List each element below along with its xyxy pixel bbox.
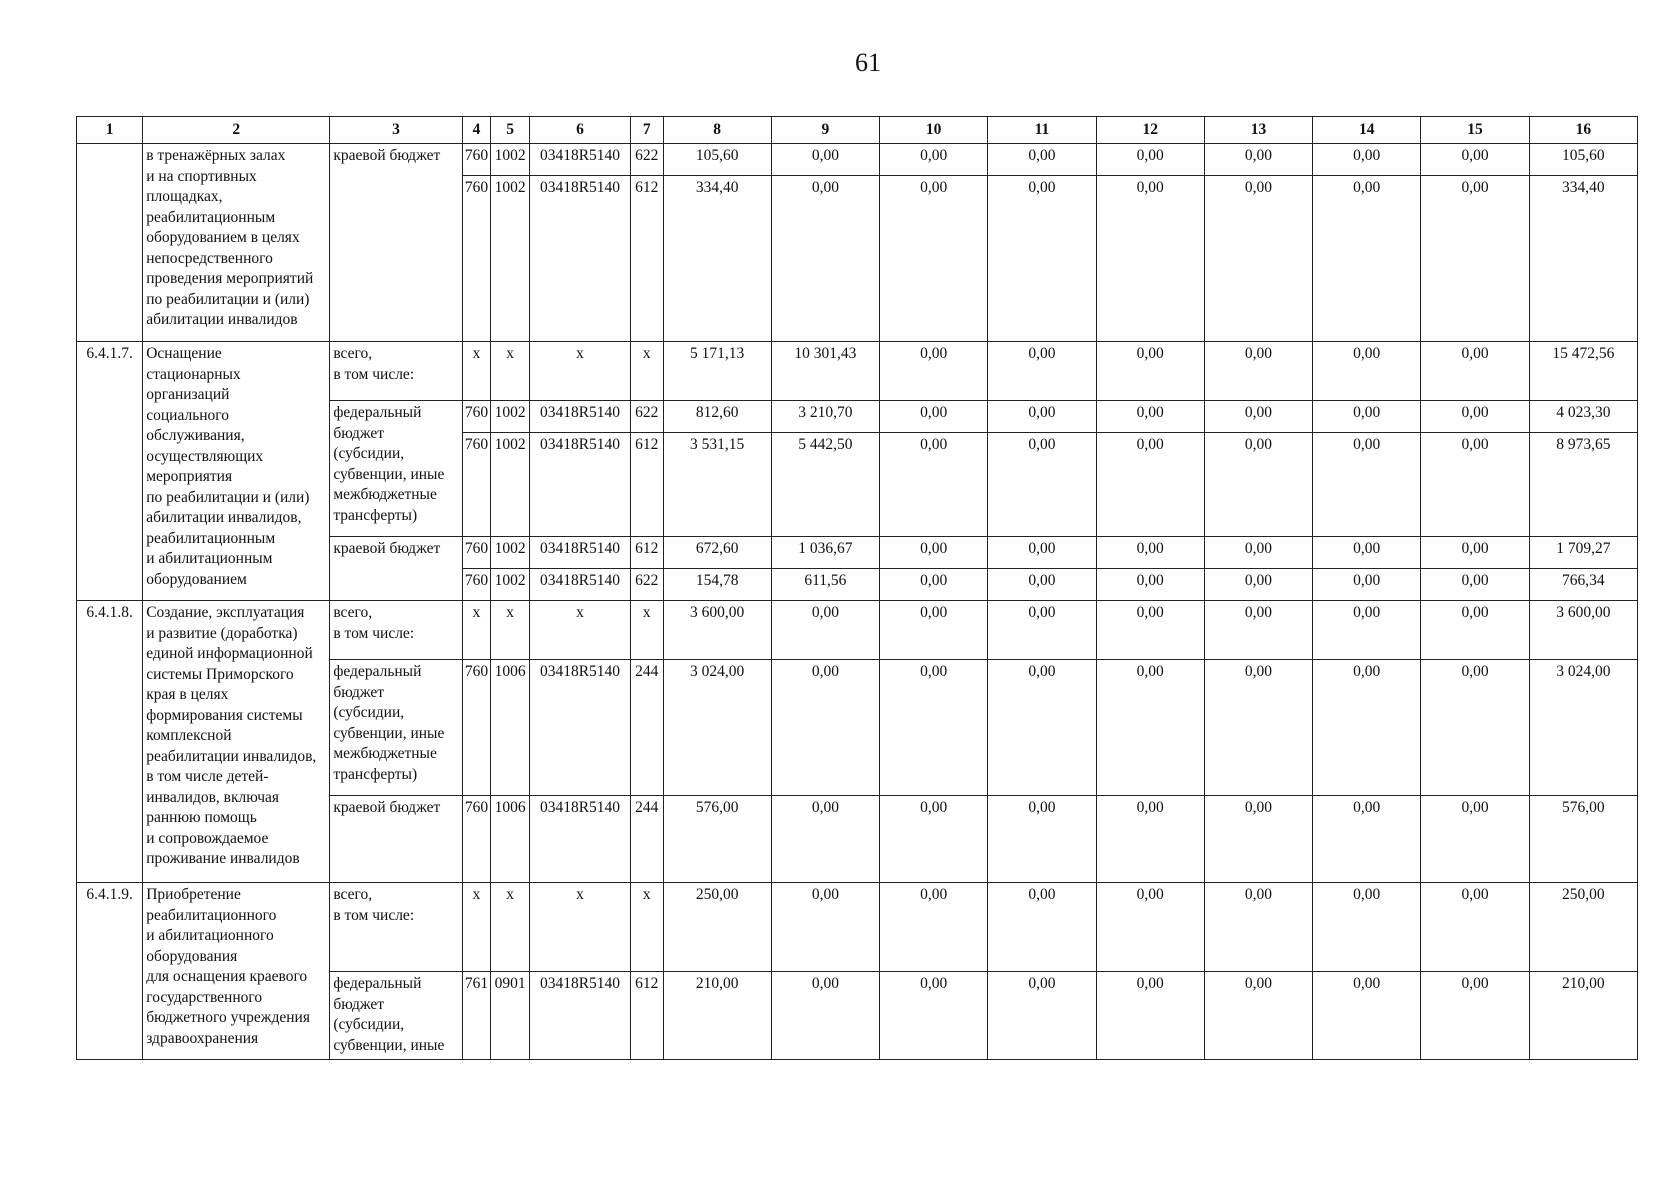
cell-col-4: 761 [462,972,490,1060]
column-header-11: 11 [988,117,1096,144]
item-name: Приобретение реабилитационного и абилитационного оборудования для оснащения краевого государственного бюджетного учреждения здравоохранения [143,883,330,1060]
cell-col-4: 760 [462,144,490,176]
cell-col-5: 1002 [491,401,530,433]
cell-col-6: 03418R5140 [530,537,631,569]
column-header-12: 12 [1096,117,1204,144]
cell-col-15: 0,00 [1421,601,1529,660]
cell-col-12: 0,00 [1096,660,1204,796]
cell-col-13: 0,00 [1204,972,1312,1060]
cell-col-7: 244 [630,796,663,883]
cell-col-16: 334,40 [1529,176,1637,342]
cell-col-5: 1002 [491,176,530,342]
cell-col-14: 0,00 [1313,144,1421,176]
cell-col-11: 0,00 [988,601,1096,660]
cell-col-9: 1 036,67 [771,537,879,569]
cell-col-9: 0,00 [771,601,879,660]
column-header-6: 6 [530,117,631,144]
column-header-10: 10 [880,117,988,144]
cell-col-13: 0,00 [1204,342,1312,401]
cell-col-12: 0,00 [1096,569,1204,601]
cell-col-9: 5 442,50 [771,433,879,537]
cell-col-16: 1 709,27 [1529,537,1637,569]
column-header-15: 15 [1421,117,1529,144]
cell-col-10: 0,00 [880,433,988,537]
cell-col-12: 0,00 [1096,401,1204,433]
item-name: Оснащение стационарных организаций социального обслуживания, осуществляющих мероприятия по реабилитации и (или) абилитации инвалидов, реабилитационным и абилитационным оборудованием [143,342,330,601]
cell-col-8: 3 600,00 [663,601,771,660]
cell-col-10: 0,00 [880,176,988,342]
cell-col-15: 0,00 [1421,796,1529,883]
table-row [77,342,1638,401]
item-number: 6.4.1.8. [77,601,143,883]
cell-col-16: 3 024,00 [1529,660,1637,796]
cell-col-14: 0,00 [1313,601,1421,660]
cell-col-12: 0,00 [1096,144,1204,176]
cell-col-11: 0,00 [988,176,1096,342]
funding-source: всего, в том числе: [330,601,462,660]
cell-col-13: 0,00 [1204,537,1312,569]
cell-col-9: 0,00 [771,660,879,796]
cell-col-13: 0,00 [1204,433,1312,537]
cell-col-6: x [530,342,631,401]
cell-col-11: 0,00 [988,144,1096,176]
item-name: в тренажёрных залах и на спортивных площадках, реабилитационным оборудованием в целях непосредственного проведения мероприятий по реабилитации и (или) абилитации инвалидов [143,144,330,342]
cell-col-8: 250,00 [663,883,771,972]
cell-col-8: 105,60 [663,144,771,176]
cell-col-6: 03418R5140 [530,144,631,176]
header-row [77,117,1638,144]
column-header-8: 8 [663,117,771,144]
cell-col-5: x [491,883,530,972]
cell-col-13: 0,00 [1204,569,1312,601]
cell-col-10: 0,00 [880,342,988,401]
cell-col-9: 0,00 [771,883,879,972]
cell-col-5: 0901 [491,972,530,1060]
cell-col-11: 0,00 [988,401,1096,433]
cell-col-7: 612 [630,433,663,537]
cell-col-12: 0,00 [1096,601,1204,660]
cell-col-4: 760 [462,537,490,569]
cell-col-9: 3 210,70 [771,401,879,433]
cell-col-16: 105,60 [1529,144,1637,176]
item-number: 6.4.1.7. [77,342,143,601]
cell-col-4: 760 [462,176,490,342]
cell-col-6: 03418R5140 [530,176,631,342]
funding-source: всего, в том числе: [330,342,462,401]
cell-col-10: 0,00 [880,144,988,176]
cell-col-14: 0,00 [1313,660,1421,796]
funding-source: федеральный бюджет (субсидии, субвенции, иные межбюджетные трансферты) [330,660,462,796]
cell-col-6: 03418R5140 [530,796,631,883]
cell-col-4: 760 [462,401,490,433]
cell-col-4: 760 [462,569,490,601]
cell-col-7: 622 [630,569,663,601]
column-header-5: 5 [491,117,530,144]
cell-col-16: 210,00 [1529,972,1637,1060]
cell-col-12: 0,00 [1096,537,1204,569]
funding-source: федеральный бюджет (субсидии, субвенции, иные межбюджетные трансферты) [330,401,462,537]
cell-col-9: 611,56 [771,569,879,601]
cell-col-14: 0,00 [1313,537,1421,569]
page-number: 61 [855,48,881,77]
cell-col-8: 3 531,15 [663,433,771,537]
cell-col-13: 0,00 [1204,176,1312,342]
cell-col-13: 0,00 [1204,660,1312,796]
table-body [77,144,1638,1060]
cell-col-5: 1002 [491,537,530,569]
cell-col-16: 4 023,30 [1529,401,1637,433]
cell-col-11: 0,00 [988,972,1096,1060]
cell-col-10: 0,00 [880,883,988,972]
cell-col-5: x [491,342,530,401]
cell-col-14: 0,00 [1313,176,1421,342]
cell-col-12: 0,00 [1096,972,1204,1060]
cell-col-5: 1002 [491,433,530,537]
cell-col-11: 0,00 [988,433,1096,537]
cell-col-7: 622 [630,144,663,176]
table-row [77,883,1638,972]
cell-col-10: 0,00 [880,660,988,796]
cell-col-14: 0,00 [1313,433,1421,537]
cell-col-6: 03418R5140 [530,401,631,433]
cell-col-9: 10 301,43 [771,342,879,401]
column-header-1: 1 [77,117,143,144]
column-header-9: 9 [771,117,879,144]
cell-col-14: 0,00 [1313,883,1421,972]
cell-col-10: 0,00 [880,796,988,883]
cell-col-4: 760 [462,433,490,537]
cell-col-7: x [630,601,663,660]
cell-col-13: 0,00 [1204,601,1312,660]
cell-col-14: 0,00 [1313,796,1421,883]
cell-col-8: 576,00 [663,796,771,883]
cell-col-15: 0,00 [1421,883,1529,972]
cell-col-16: 250,00 [1529,883,1637,972]
funding-source: краевой бюджет [330,537,462,601]
item-name: Создание, эксплуатация и развитие (доработка) единой информационной системы Приморского края в целях формирования системы комплексной реабилитации инвалидов, в том числе детей- инвалидов, включая раннюю помощь и сопровождаемое проживание инвалидов [143,601,330,883]
cell-col-5: x [491,601,530,660]
cell-col-12: 0,00 [1096,342,1204,401]
column-header-2: 2 [143,117,330,144]
column-header-4: 4 [462,117,490,144]
cell-col-8: 3 024,00 [663,660,771,796]
column-header-7: 7 [630,117,663,144]
cell-col-11: 0,00 [988,796,1096,883]
cell-col-9: 0,00 [771,144,879,176]
cell-col-13: 0,00 [1204,401,1312,433]
cell-col-16: 8 973,65 [1529,433,1637,537]
cell-col-10: 0,00 [880,401,988,433]
cell-col-7: x [630,342,663,401]
cell-col-7: 612 [630,972,663,1060]
cell-col-16: 576,00 [1529,796,1637,883]
cell-col-8: 334,40 [663,176,771,342]
cell-col-15: 0,00 [1421,537,1529,569]
cell-col-11: 0,00 [988,660,1096,796]
cell-col-7: 612 [630,537,663,569]
cell-col-8: 812,60 [663,401,771,433]
cell-col-9: 0,00 [771,176,879,342]
funding-source: краевой бюджет [330,796,462,883]
cell-col-12: 0,00 [1096,433,1204,537]
cell-col-6: 03418R5140 [530,569,631,601]
cell-col-15: 0,00 [1421,401,1529,433]
cell-col-7: x [630,883,663,972]
cell-col-11: 0,00 [988,569,1096,601]
funding-source: федеральный бюджет (субсидии, субвенции, иные [330,972,462,1060]
cell-col-15: 0,00 [1421,176,1529,342]
cell-col-10: 0,00 [880,537,988,569]
cell-col-11: 0,00 [988,883,1096,972]
cell-col-7: 622 [630,401,663,433]
cell-col-15: 0,00 [1421,342,1529,401]
cell-col-16: 3 600,00 [1529,601,1637,660]
cell-col-12: 0,00 [1096,176,1204,342]
cell-col-12: 0,00 [1096,883,1204,972]
funding-source: краевой бюджет [330,144,462,342]
cell-col-7: 244 [630,660,663,796]
cell-col-6: 03418R5140 [530,660,631,796]
cell-col-10: 0,00 [880,601,988,660]
column-header-16: 16 [1529,117,1637,144]
cell-col-4: x [462,601,490,660]
cell-col-9: 0,00 [771,972,879,1060]
cell-col-4: x [462,883,490,972]
cell-col-14: 0,00 [1313,569,1421,601]
cell-col-15: 0,00 [1421,660,1529,796]
column-header-3: 3 [330,117,462,144]
cell-col-4: x [462,342,490,401]
cell-col-16: 766,34 [1529,569,1637,601]
cell-col-8: 154,78 [663,569,771,601]
cell-col-6: 03418R5140 [530,433,631,537]
item-number [77,144,143,342]
cell-col-13: 0,00 [1204,144,1312,176]
cell-col-6: x [530,883,631,972]
cell-col-4: 760 [462,660,490,796]
cell-col-5: 1002 [491,144,530,176]
cell-col-11: 0,00 [988,537,1096,569]
cell-col-8: 672,60 [663,537,771,569]
cell-col-11: 0,00 [988,342,1096,401]
cell-col-13: 0,00 [1204,883,1312,972]
cell-col-14: 0,00 [1313,401,1421,433]
table-row [77,144,1638,176]
cell-col-15: 0,00 [1421,569,1529,601]
funding-source: всего, в том числе: [330,883,462,972]
table-row [77,601,1638,660]
cell-col-14: 0,00 [1313,972,1421,1060]
cell-col-15: 0,00 [1421,433,1529,537]
cell-col-16: 15 472,56 [1529,342,1637,401]
column-header-14: 14 [1313,117,1421,144]
cell-col-5: 1002 [491,569,530,601]
cell-col-8: 5 171,13 [663,342,771,401]
cell-col-10: 0,00 [880,972,988,1060]
cell-col-15: 0,00 [1421,144,1529,176]
cell-col-6: x [530,601,631,660]
cell-col-13: 0,00 [1204,796,1312,883]
cell-col-8: 210,00 [663,972,771,1060]
item-number: 6.4.1.9. [77,883,143,1060]
cell-col-5: 1006 [491,660,530,796]
cell-col-9: 0,00 [771,796,879,883]
cell-col-6: 03418R5140 [530,972,631,1060]
cell-col-5: 1006 [491,796,530,883]
cell-col-14: 0,00 [1313,342,1421,401]
budget-table [76,116,1638,1060]
cell-col-7: 612 [630,176,663,342]
column-header-13: 13 [1204,117,1312,144]
cell-col-12: 0,00 [1096,796,1204,883]
cell-col-4: 760 [462,796,490,883]
cell-col-10: 0,00 [880,569,988,601]
cell-col-15: 0,00 [1421,972,1529,1060]
